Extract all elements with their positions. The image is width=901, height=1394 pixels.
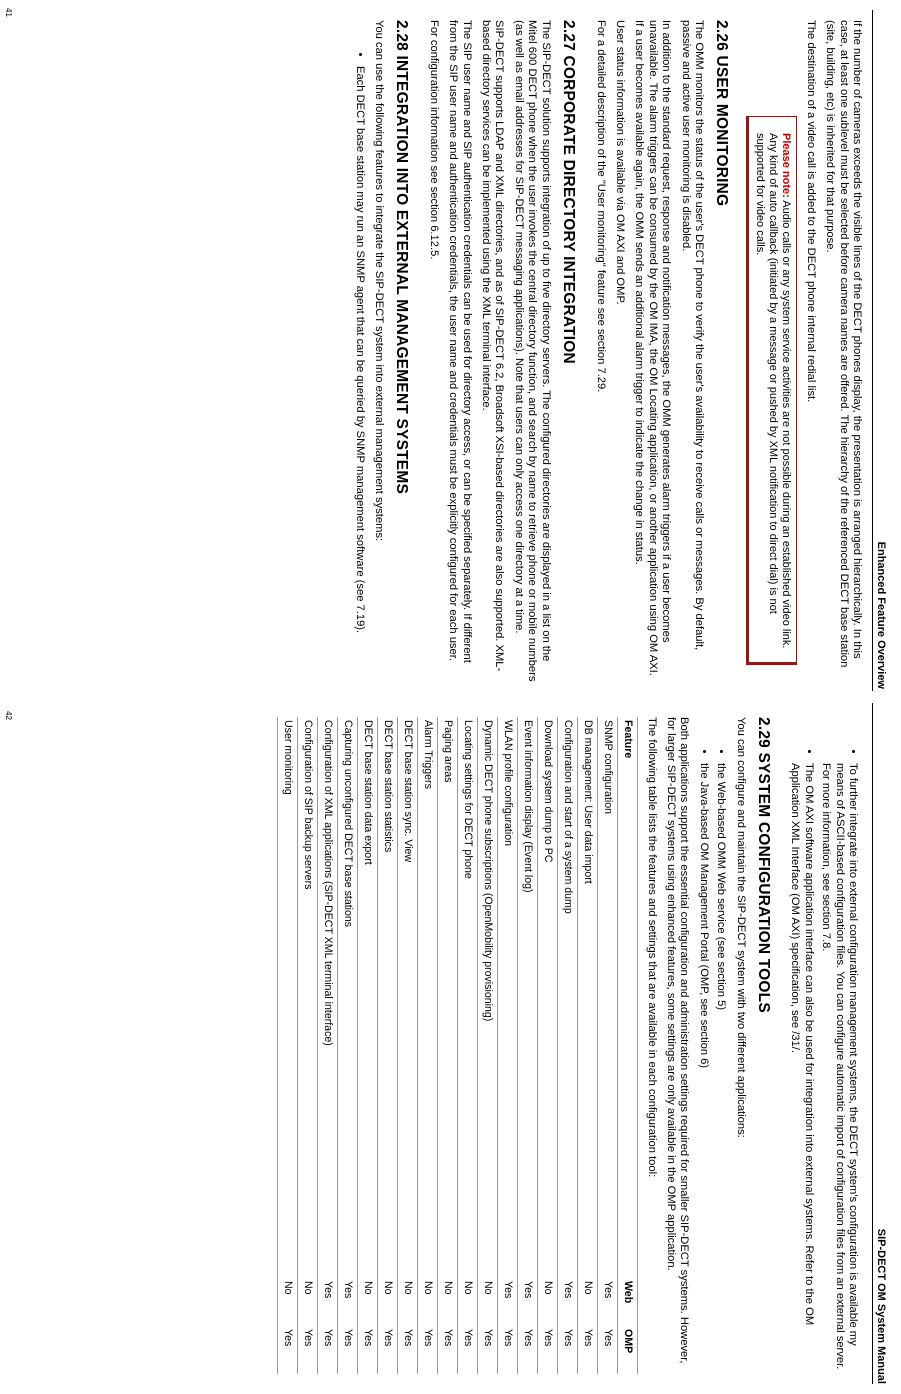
- paragraph: The SIP user name and SIP authentication credentials can be used for directory access, or can be specified separately. If different from the SIP user name and authentication credentials, the user name and credentials must be explicitly configured for each user.: [447, 20, 473, 663]
- section-2-28-heading: 2.28 INTEGRATION INTO EXTERNAL MANAGEMENT SYSTEMS: [393, 20, 411, 494]
- paragraph: SIP-DECT supports LDAP and XML directories, and as of SIP-DECT 6.2, Broadsoft XSI-based directories are also supported. XML-based directory services can be implemented using the XML terminal interface.: [480, 20, 506, 672]
- omp-cell: Yes: [558, 1326, 578, 1374]
- omp-cell: Yes: [398, 1326, 418, 1374]
- web-cell: No: [398, 1278, 418, 1326]
- table-header-row: [618, 717, 638, 1374]
- table-row: [518, 717, 538, 1374]
- header-rule: [872, 10, 873, 691]
- table-body: [278, 717, 618, 1374]
- omp-cell: Yes: [478, 1326, 498, 1374]
- web-cell: No: [478, 1278, 498, 1326]
- feature-cell: Locating settings for DECT phone: [458, 717, 478, 1278]
- web-cell: Yes: [518, 1278, 538, 1326]
- web-cell: No: [418, 1278, 438, 1326]
- table-row: [538, 717, 558, 1374]
- table-row: [358, 717, 378, 1374]
- header-rule: [872, 703, 873, 1384]
- table-row: [578, 717, 598, 1374]
- paragraph: The following table lists the features and settings that are available in each configuration tool:: [645, 717, 658, 1178]
- web-cell: Yes: [498, 1278, 518, 1326]
- paragraph: User status information is available via OM AXI and OMP.: [613, 20, 626, 305]
- running-header: Enhanced Feature Overview: [875, 541, 887, 689]
- feature-cell: User monitoring: [278, 717, 298, 1278]
- table-row: [438, 717, 458, 1374]
- table-row: [498, 717, 518, 1374]
- paragraph: You can configure and maintain the SIP-DECT system with two different applications:: [734, 717, 747, 1138]
- omp-cell: Yes: [498, 1326, 518, 1374]
- page-42: [0, 697, 901, 1394]
- paragraph: You can use the following features to integrate the SIP-DECT system into external management systems:: [373, 20, 386, 542]
- table-row: [598, 717, 618, 1374]
- paragraph: The SIP-DECT solution supports integration of up to five directory servers. The configured directories are displayed in a list on the Mitel 600 DECT phone when the user invokes the central directory function, and search by name to retrieve phone or mobile numbers (as well as email addresses for SIP-DECT messaging applications). Note that users can only access one directory at a time.: [512, 20, 552, 682]
- feature-cell: WLAN profile configuration: [498, 717, 518, 1278]
- feature-cell: DB management: User data import: [578, 717, 598, 1278]
- web-cell: Yes: [598, 1278, 618, 1326]
- omp-cell: Yes: [458, 1326, 478, 1374]
- feature-cell: Configuration of SIP backup servers: [298, 717, 318, 1278]
- please-note-box: [746, 116, 797, 665]
- omp-cell: Yes: [438, 1326, 458, 1374]
- web-cell: No: [438, 1278, 458, 1326]
- feature-cell: Event information display (Event log): [518, 717, 538, 1278]
- paragraph: For configuration information see section 6.12.5.: [427, 20, 440, 260]
- table-row: [418, 717, 438, 1374]
- web-cell: No: [538, 1278, 558, 1326]
- table-row: [338, 717, 358, 1374]
- web-cell: No: [278, 1278, 298, 1326]
- table-row: [378, 717, 398, 1374]
- feature-cell: Configuration and start of a system dump: [558, 717, 578, 1278]
- page-content: [346, 20, 863, 683]
- section-2-26-heading: 2.26 USER MONITORING: [713, 20, 731, 207]
- feature-cell: Alarm Triggers: [418, 717, 438, 1278]
- omp-cell: Yes: [378, 1326, 398, 1374]
- web-cell: Yes: [318, 1278, 338, 1326]
- web-cell: No: [298, 1278, 318, 1326]
- intro-paragraph: If the number of cameras exceeds the visible lines of the DECT phones display, the presentation is arranged hierarchically. In this case, at least one sublevel must be selected before camera names are offered. The hierarchy of the referenced DECT base station (site, building, etc) is inherited for that purpose.: [824, 20, 863, 668]
- table-row: [398, 717, 418, 1374]
- feature-cell: Dynamic DECT phone subscriptions (OpenMobility provisioning): [478, 717, 498, 1278]
- web-cell: No: [358, 1278, 378, 1326]
- section-2-27-heading: 2.27 CORPORATE DIRECTORY INTEGRATION: [560, 20, 578, 364]
- integration-list-continued: [788, 717, 859, 1374]
- table-row: [318, 717, 338, 1374]
- table-row: [298, 717, 318, 1374]
- feature-cell: Download system dump to PC: [538, 717, 558, 1278]
- paragraph: The OMM monitors the status of the user's DECT phone to verify the user's availability to receive calls or messages. By default, passive and active user monitoring is disabled.: [679, 20, 705, 651]
- list-item: • the Web-based OMM Web service (see section 5): [714, 763, 727, 1374]
- page-content: [277, 717, 863, 1374]
- table-row: [458, 717, 478, 1374]
- omp-cell: Yes: [578, 1326, 598, 1374]
- integration-list: [352, 20, 365, 683]
- table-row: [478, 717, 498, 1374]
- omp-cell: Yes: [418, 1326, 438, 1374]
- omp-cell: Yes: [338, 1326, 358, 1374]
- list-item: • The OM AXI software application interface can also be used for integration into external systems. Refer to the OM Application XML Interface (OM AXI) specification, see /31/.: [788, 763, 815, 1374]
- list-item: • To further integrate into external configuration management systems, the DECT system's configuration is available my means of ASCII-based configuration files. You can configure automatic import of configuration files from an external server. For more information, see section 7.8.: [819, 763, 859, 1374]
- column-header-web: Web: [618, 1278, 638, 1326]
- omp-cell: Yes: [318, 1326, 338, 1374]
- configuration-tools-table: [277, 717, 638, 1374]
- omp-cell: Yes: [298, 1326, 318, 1374]
- redial-paragraph: The destination of a video call is added to the DECT phone internal redial list.: [804, 20, 817, 403]
- feature-cell: Configuration of XML applications (SIP-DECT XML terminal interface): [318, 717, 338, 1278]
- page-number: 42: [4, 711, 13, 720]
- list-item: • the Java-based OM Management Portal (OMP, see section 6): [696, 763, 709, 1374]
- feature-cell: DECT base station statistics: [378, 717, 398, 1278]
- table-row: [558, 717, 578, 1374]
- feature-cell: Capturing unconfigured DECT base stations: [338, 717, 358, 1278]
- web-cell: No: [378, 1278, 398, 1326]
- paragraph: Both applications support the essential configuration and administration settings required for smaller SIP-DECT systems. However, for larger SIP-DECT systems using enhanced features, some settings are only available in the OMP application.: [664, 717, 691, 1364]
- omp-cell: Yes: [538, 1326, 558, 1374]
- section-2-29-heading: 2.29 SYSTEM CONFIGURATION TOOLS: [754, 717, 772, 1013]
- omp-cell: Yes: [278, 1326, 298, 1374]
- web-cell: No: [458, 1278, 478, 1326]
- column-header-feature: Feature: [618, 717, 638, 1278]
- list-item: • Each DECT base station may run an SNMP agent that can be queried by SNMP management software (see 7.19).: [352, 66, 365, 683]
- running-header: SIP-DECT OM System Manual: [875, 1228, 887, 1384]
- omp-cell: Yes: [358, 1326, 378, 1374]
- paragraph: In addition to the standard request, response and notification messages, the OMM generates alarm triggers if a user becomes unavailable. The alarm triggers can be consumed by the OM IMA, the OM Locating application, or another application using OM AXI. If a user becomes available again, the OMM sends an additional alarm trigger to indicate the change in status.: [633, 20, 673, 676]
- table-row: [278, 717, 298, 1374]
- web-cell: Yes: [558, 1278, 578, 1326]
- feature-cell: SNMP configuration: [598, 717, 618, 1278]
- paragraph: For a detailed description of the "User monitoring" feature see section 7.29.: [594, 20, 607, 393]
- web-cell: Yes: [338, 1278, 358, 1326]
- feature-cell: DECT base station sync. View: [398, 717, 418, 1278]
- note-label: Please note:: [780, 133, 793, 198]
- note-text: Audio calls or any system service activities are not possible during an established video link. Any kind of auto callback (initiated by a message or pushed by XML notification to direct dial) is not supported for video calls.: [754, 133, 793, 649]
- applications-list: [696, 717, 727, 1374]
- feature-cell: DECT base station data export: [358, 717, 378, 1278]
- page-number: 41: [4, 8, 13, 17]
- column-header-omp: OMP: [618, 1326, 638, 1374]
- feature-cell: Paging areas: [438, 717, 458, 1278]
- omp-cell: Yes: [598, 1326, 618, 1374]
- omp-cell: Yes: [518, 1326, 538, 1374]
- web-cell: No: [578, 1278, 598, 1326]
